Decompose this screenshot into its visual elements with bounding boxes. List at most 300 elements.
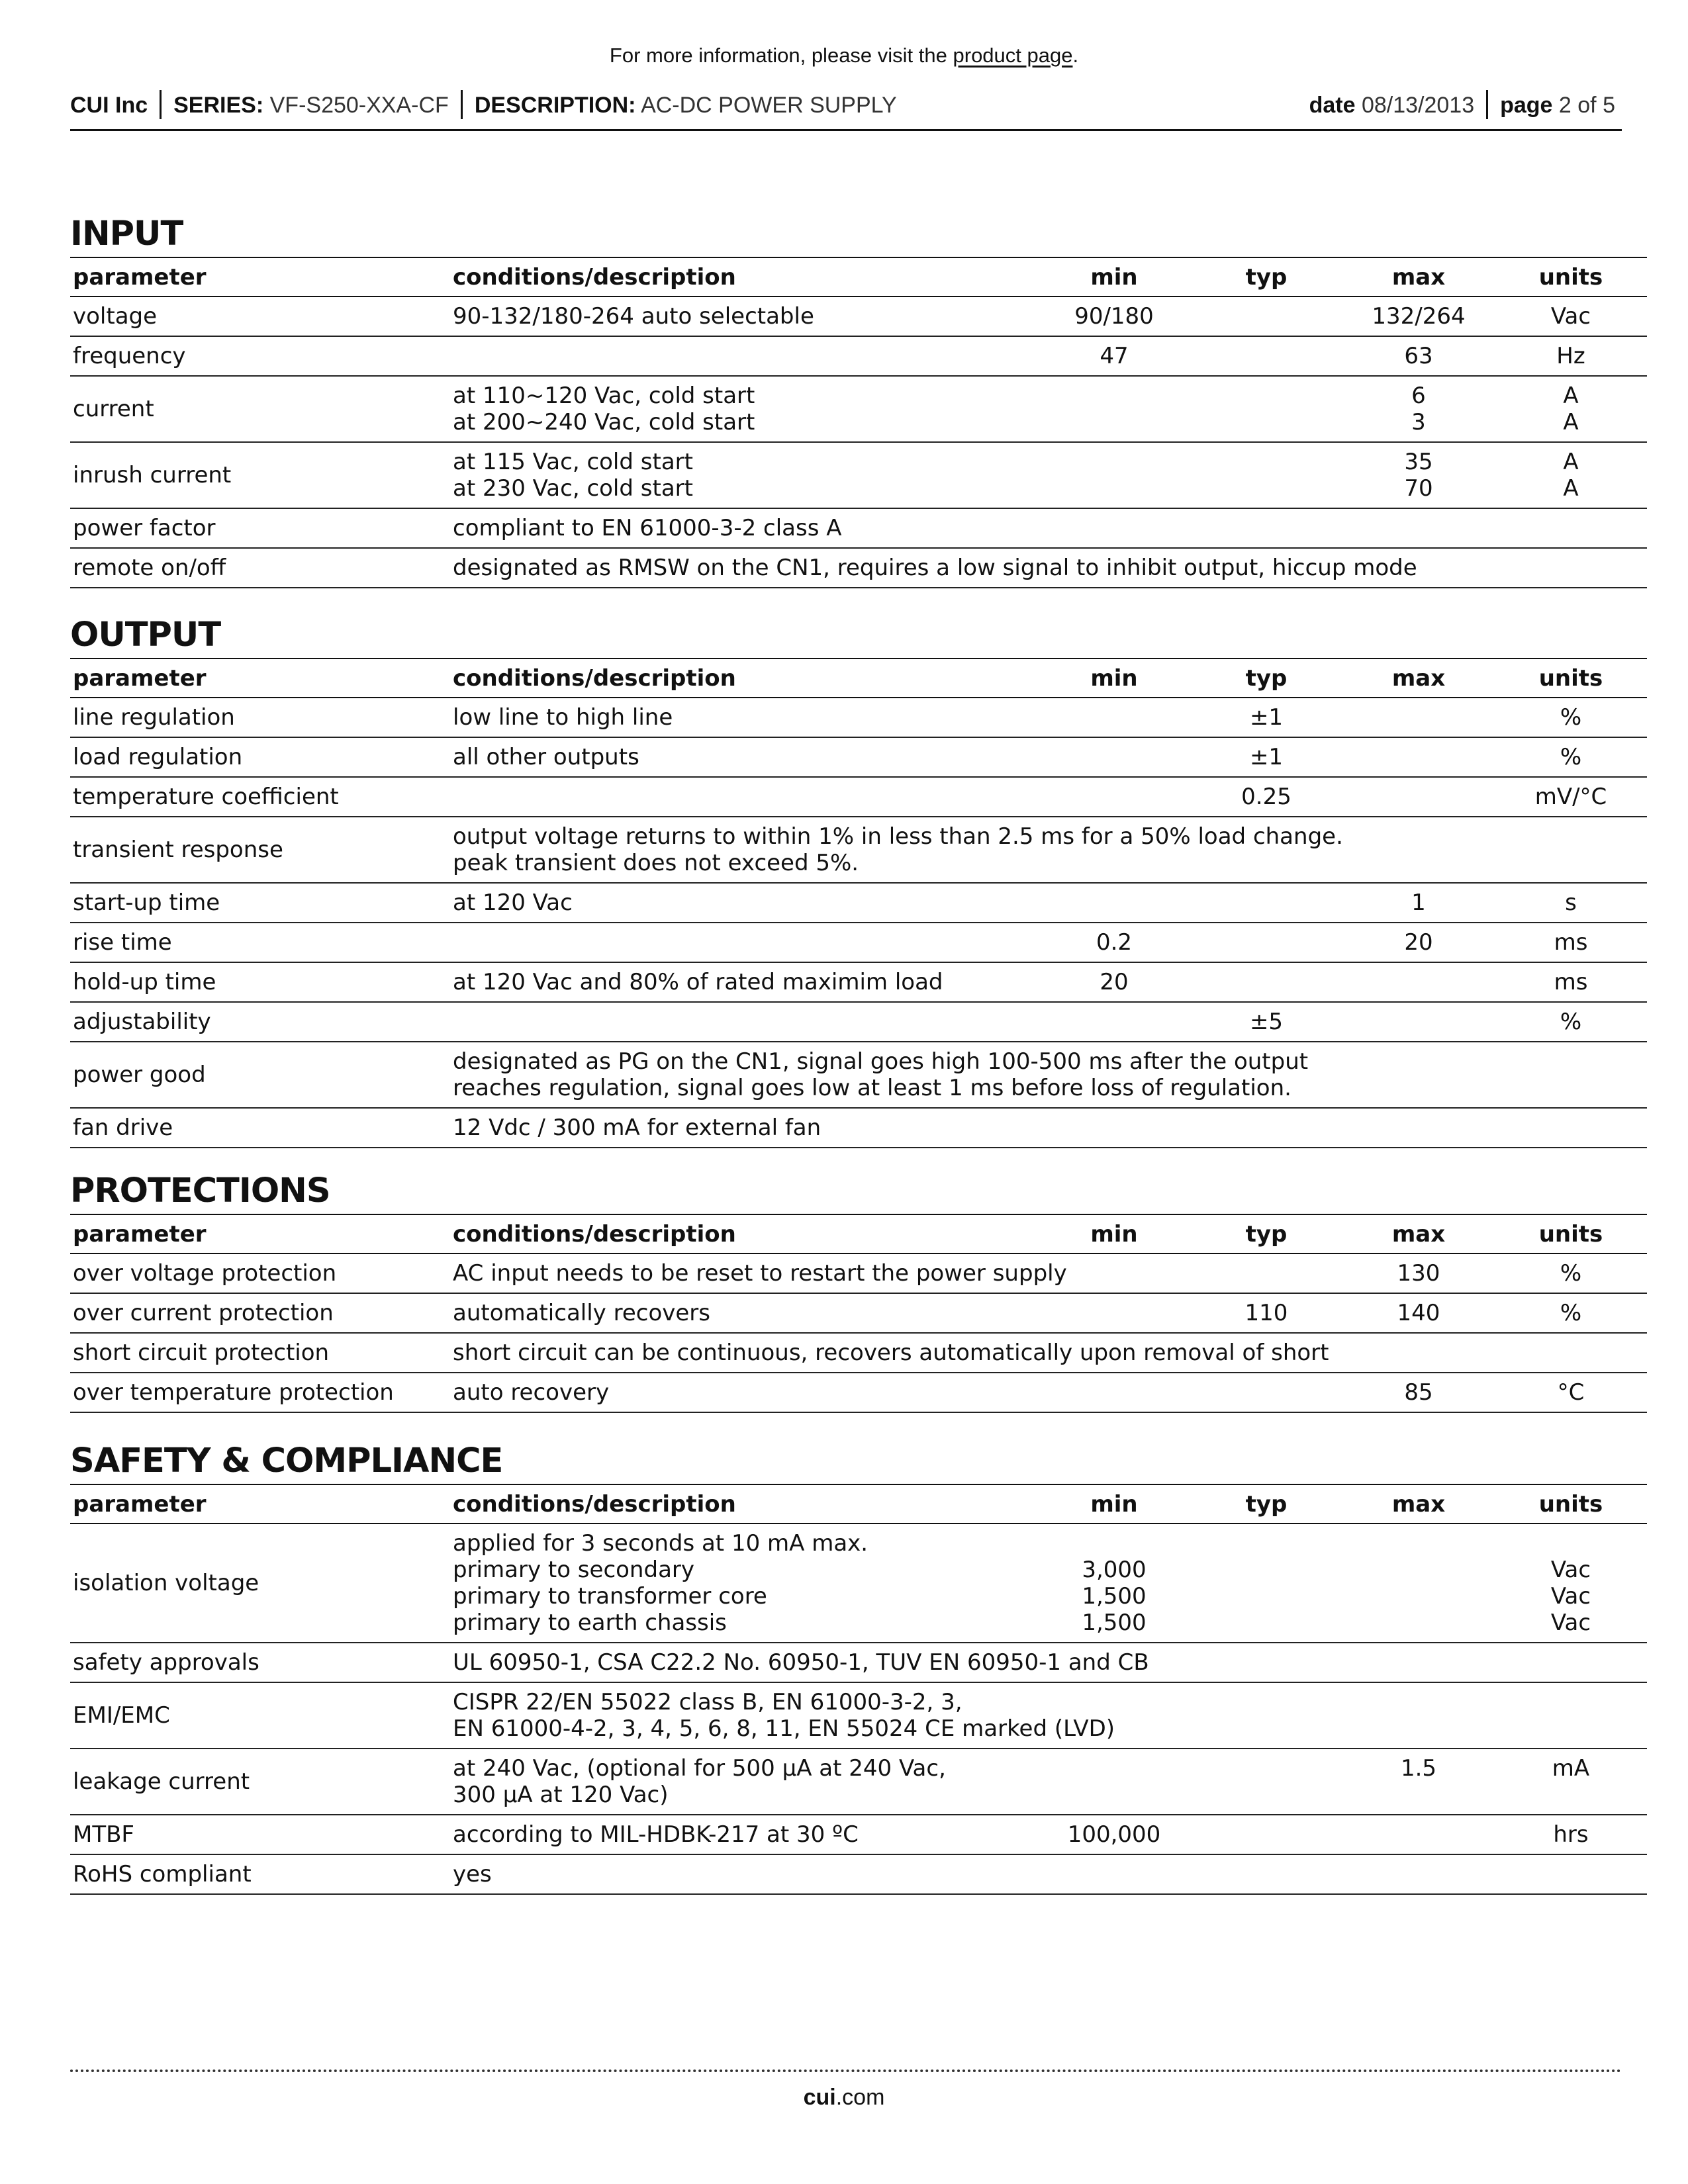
min-cell	[1038, 1815, 1190, 1854]
header-row	[70, 659, 1647, 698]
conditions-cell-line: 90-132/180-264 auto selectable	[453, 303, 814, 330]
conditions-cell-line: automatically recovers	[453, 1300, 710, 1326]
conditions-cell-line: compliant to EN 61000-3-2 class A	[453, 515, 842, 541]
table-header	[70, 1214, 1647, 1253]
table-header	[70, 257, 1647, 296]
footer-dotted-rule	[70, 2070, 1622, 2072]
column-header: parameter	[70, 659, 450, 698]
conditions-cell-line: reaches regulation, signal goes low at least 1 ms before loss of regulation.	[453, 1075, 1291, 1101]
conditions-cell-line: primary to earth chassis	[453, 1610, 727, 1636]
description-value: AC-DC POWER SUPPLY	[641, 93, 897, 118]
column-header: min	[1038, 1214, 1190, 1253]
max-cell	[1342, 883, 1495, 923]
notice-end: .	[1072, 44, 1079, 67]
page-value: 2 of 5	[1558, 93, 1615, 118]
units-cell	[1495, 777, 1647, 817]
section-title: SAFETY & COMPLIANCE	[70, 1441, 503, 1480]
table-row	[70, 777, 1647, 817]
max-cell	[1342, 1749, 1495, 1815]
max-cell	[1342, 1293, 1495, 1333]
min-cell	[1038, 1373, 1190, 1412]
max-cell	[1342, 1682, 1495, 1749]
column-header: typ	[1190, 257, 1342, 296]
parameter-cell: isolation voltage	[70, 1524, 450, 1643]
units-cell-line: °C	[1557, 1379, 1585, 1406]
typ-cell-line: ±1	[1249, 704, 1284, 731]
table-row	[70, 1524, 1647, 1643]
conditions-cell-line: yes	[453, 1861, 492, 1888]
max-cell	[1342, 737, 1495, 777]
table-row	[70, 1643, 1647, 1682]
units-cell	[1495, 1253, 1647, 1293]
max-cell-line: 85	[1404, 1379, 1433, 1406]
max-cell-line: 20	[1404, 929, 1433, 956]
units-cell	[1495, 883, 1647, 923]
max-cell	[1342, 1108, 1495, 1148]
conditions-cell-line: short circuit can be continuous, recovers automatically upon removal of short	[453, 1340, 1329, 1366]
conditions-cell	[450, 376, 1038, 442]
units-cell	[1495, 508, 1647, 548]
conditions-cell-line: according to MIL-HDBK-217 at 30 ºC	[453, 1821, 859, 1848]
conditions-cell-line: designated as RMSW on the CN1, requires a low signal to inhibit output, hiccup mode	[453, 555, 1417, 581]
table-row	[70, 1682, 1647, 1749]
table-row	[70, 1002, 1647, 1042]
conditions-cell-line: primary to secondary	[453, 1557, 695, 1583]
typ-cell	[1190, 376, 1342, 442]
min-cell	[1038, 1854, 1190, 1894]
conditions-cell-line: all other outputs	[453, 744, 639, 770]
min-cell	[1038, 1524, 1190, 1643]
parameter-cell: voltage	[70, 296, 450, 336]
typ-cell	[1190, 1643, 1342, 1682]
table-row	[70, 508, 1647, 548]
units-cell	[1495, 442, 1647, 508]
units-cell-line	[1497, 1530, 1644, 1557]
min-cell	[1038, 698, 1190, 737]
parameter-cell: hold-up time	[70, 962, 450, 1002]
table-body	[70, 1253, 1647, 1412]
header-rule	[70, 129, 1622, 131]
header-divider	[1486, 90, 1488, 119]
column-header: min	[1038, 659, 1190, 698]
parameter-cell: load regulation	[70, 737, 450, 777]
units-cell-line: hrs	[1553, 1821, 1589, 1848]
max-cell-line	[1345, 1782, 1492, 1808]
units-cell-line: %	[1560, 704, 1582, 731]
conditions-cell	[450, 923, 1038, 962]
max-cell-line: 140	[1397, 1300, 1440, 1326]
units-cell-line: %	[1560, 1260, 1582, 1287]
table-row	[70, 1108, 1647, 1148]
header-right	[1309, 90, 1615, 119]
units-cell-line: ms	[1554, 929, 1588, 956]
min-cell	[1038, 1293, 1190, 1333]
header-left	[70, 90, 897, 119]
conditions-cell-line: at 240 Vac, (optional for 500 μA at 240 Vac,	[453, 1755, 946, 1782]
min-cell	[1038, 1002, 1190, 1042]
typ-cell	[1190, 296, 1342, 336]
conditions-cell-line: applied for 3 seconds at 10 mA max.	[453, 1530, 868, 1557]
conditions-cell-line: auto recovery	[453, 1379, 610, 1406]
table-row	[70, 1854, 1647, 1894]
column-header: max	[1342, 1214, 1495, 1253]
parameter-cell: temperature coefficient	[70, 777, 450, 817]
max-cell	[1342, 962, 1495, 1002]
header-divider	[461, 90, 463, 119]
conditions-cell-line: 300 μA at 120 Vac)	[453, 1782, 669, 1808]
header-row	[70, 1214, 1647, 1253]
max-cell-line: 3	[1411, 409, 1426, 435]
max-cell-line: 1.5	[1400, 1755, 1437, 1782]
parameter-cell: over temperature protection	[70, 1373, 450, 1412]
conditions-cell-line: CISPR 22/EN 55022 class B, EN 61000-3-2, 3,	[453, 1689, 962, 1715]
footer-domain: .com	[835, 2085, 885, 2110]
units-cell	[1495, 376, 1647, 442]
product-page-link[interactable]: product page	[953, 44, 1073, 67]
max-cell-line: 70	[1404, 475, 1433, 502]
units-cell-line: Vac	[1550, 1610, 1591, 1636]
conditions-cell	[450, 296, 1038, 336]
max-cell	[1342, 1524, 1495, 1643]
parameter-cell: frequency	[70, 336, 450, 376]
units-cell-line: ms	[1554, 969, 1588, 995]
typ-cell	[1190, 1854, 1342, 1894]
units-cell-line: Hz	[1556, 343, 1585, 369]
max-cell-line: 130	[1397, 1260, 1440, 1287]
max-cell	[1342, 1854, 1495, 1894]
column-header: min	[1038, 257, 1190, 296]
conditions-cell-line: low line to high line	[453, 704, 673, 731]
conditions-cell	[450, 698, 1038, 737]
max-cell	[1342, 508, 1495, 548]
protections-section	[70, 1170, 1622, 1413]
max-cell-line: 63	[1404, 343, 1433, 369]
date-value: 08/13/2013	[1361, 93, 1475, 118]
parameter-cell: power factor	[70, 508, 450, 548]
column-header: typ	[1190, 659, 1342, 698]
table-row	[70, 1373, 1647, 1412]
conditions-cell-line: at 230 Vac, cold start	[453, 475, 693, 502]
max-cell	[1342, 1002, 1495, 1042]
table-row	[70, 962, 1647, 1002]
column-header: conditions/description	[450, 257, 1038, 296]
min-cell-line: 0.2	[1096, 929, 1133, 956]
conditions-cell-line: at 120 Vac	[453, 889, 573, 916]
min-cell-line: 1,500	[1082, 1583, 1147, 1610]
units-cell-line: Vac	[1550, 303, 1591, 330]
column-header: typ	[1190, 1214, 1342, 1253]
typ-cell	[1190, 1682, 1342, 1749]
conditions-cell	[450, 1749, 1038, 1815]
section-title: INPUT	[70, 214, 183, 253]
parameter-cell: transient response	[70, 817, 450, 883]
conditions-cell	[450, 1042, 1647, 1108]
units-cell	[1495, 1815, 1647, 1854]
typ-cell-line: 110	[1244, 1300, 1288, 1326]
min-cell	[1038, 923, 1190, 962]
conditions-cell	[450, 817, 1647, 883]
units-cell	[1495, 737, 1647, 777]
min-cell	[1038, 777, 1190, 817]
conditions-cell-line: EN 61000-4-2, 3, 4, 5, 6, 8, 11, EN 55024 CE marked (LVD)	[453, 1715, 1115, 1742]
min-cell	[1038, 1108, 1190, 1148]
table-body	[70, 698, 1647, 1148]
product-info-notice	[0, 44, 1688, 68]
conditions-cell	[450, 1253, 1067, 1293]
units-cell	[1495, 336, 1647, 376]
column-header: typ	[1190, 1484, 1342, 1524]
safety-spec-table	[70, 1484, 1647, 1895]
parameter-cell: over voltage protection	[70, 1253, 450, 1293]
parameter-cell: power good	[70, 1042, 450, 1108]
table-row	[70, 883, 1647, 923]
conditions-cell	[450, 1854, 1038, 1894]
table-header	[70, 659, 1647, 698]
parameter-cell: MTBF	[70, 1815, 450, 1854]
typ-cell	[1190, 1293, 1342, 1333]
footer-brand: cui	[803, 2085, 836, 2110]
units-cell	[1495, 1524, 1647, 1643]
min-cell-line: 3,000	[1082, 1557, 1147, 1583]
parameter-cell: leakage current	[70, 1749, 450, 1815]
conditions-cell	[450, 1682, 1115, 1749]
max-cell	[1342, 777, 1495, 817]
table-row	[70, 698, 1647, 737]
footer	[0, 2085, 1688, 2111]
column-header: parameter	[70, 1484, 450, 1524]
min-cell	[1038, 336, 1190, 376]
column-header: units	[1495, 257, 1647, 296]
parameter-cell: RoHS compliant	[70, 1854, 450, 1894]
output-section	[70, 614, 1622, 1148]
max-cell	[1342, 1373, 1495, 1412]
parameter-cell: fan drive	[70, 1108, 450, 1148]
min-cell-line	[1041, 1530, 1188, 1557]
description-label: DESCRIPTION:	[474, 93, 636, 118]
table-row	[70, 737, 1647, 777]
parameter-cell: start-up time	[70, 883, 450, 923]
units-cell-line: %	[1560, 1009, 1582, 1035]
conditions-cell	[450, 962, 1038, 1002]
typ-cell	[1190, 923, 1342, 962]
parameter-cell: over current protection	[70, 1293, 450, 1333]
units-cell-line: %	[1560, 744, 1582, 770]
units-cell-line: s	[1565, 889, 1577, 916]
input-section	[70, 213, 1622, 588]
table-row	[70, 1749, 1647, 1815]
units-cell-line: %	[1560, 1300, 1582, 1326]
column-header: parameter	[70, 1214, 450, 1253]
column-header: conditions/description	[450, 659, 1038, 698]
section-title: OUTPUT	[70, 615, 221, 655]
document-header	[70, 86, 1622, 126]
conditions-cell-line: designated as PG on the CN1, signal goes high 100-500 ms after the output	[453, 1048, 1309, 1075]
parameter-cell: safety approvals	[70, 1643, 450, 1682]
column-header: parameter	[70, 257, 450, 296]
section-title: PROTECTIONS	[70, 1171, 330, 1210]
max-cell	[1342, 442, 1495, 508]
conditions-cell-line: peak transient does not exceed 5%.	[453, 850, 859, 876]
conditions-cell	[450, 883, 1038, 923]
header-row	[70, 1484, 1647, 1524]
min-cell	[1038, 737, 1190, 777]
table-row	[70, 376, 1647, 442]
min-cell	[1038, 442, 1190, 508]
typ-cell-line: ±5	[1249, 1009, 1284, 1035]
units-cell-line: A	[1563, 409, 1579, 435]
conditions-cell	[450, 336, 1038, 376]
table-row	[70, 336, 1647, 376]
typ-cell	[1190, 1524, 1342, 1643]
input-spec-table	[70, 257, 1647, 588]
table-body	[70, 1524, 1647, 1894]
header-divider	[160, 90, 162, 119]
units-cell-line: A	[1563, 449, 1579, 475]
units-cell-line: Vac	[1550, 1583, 1591, 1610]
min-cell-line: 20	[1100, 969, 1129, 995]
typ-cell-line: 0.25	[1241, 784, 1291, 810]
table-row	[70, 1333, 1647, 1373]
conditions-cell-line: at 110~120 Vac, cold start	[453, 383, 755, 409]
parameter-cell: short circuit protection	[70, 1333, 450, 1373]
conditions-cell	[450, 548, 1647, 588]
min-cell	[1038, 508, 1190, 548]
parameter-cell: rise time	[70, 923, 450, 962]
notice-text: For more information, please visit the	[609, 44, 953, 67]
page-label: page	[1500, 93, 1553, 118]
typ-cell	[1190, 508, 1342, 548]
min-cell	[1038, 296, 1190, 336]
protections-spec-table	[70, 1214, 1647, 1413]
units-cell-line: Vac	[1550, 1557, 1591, 1583]
table-header	[70, 1484, 1647, 1524]
units-cell	[1495, 1682, 1647, 1749]
max-cell-line: 35	[1404, 449, 1433, 475]
min-cell-line: 47	[1100, 343, 1129, 369]
typ-cell-line: ±1	[1249, 744, 1284, 770]
column-header: max	[1342, 257, 1495, 296]
typ-cell	[1190, 883, 1342, 923]
conditions-cell-line: AC input needs to be reset to restart the power supply	[453, 1260, 1067, 1287]
typ-cell	[1190, 1815, 1342, 1854]
typ-cell	[1190, 737, 1342, 777]
conditions-cell-line: at 115 Vac, cold start	[453, 449, 693, 475]
typ-cell	[1190, 336, 1342, 376]
conditions-cell-line: output voltage returns to within 1% in less than 2.5 ms for a 50% load change.	[453, 823, 1343, 850]
parameter-cell: remote on/off	[70, 548, 450, 588]
header-row	[70, 257, 1647, 296]
conditions-cell	[450, 1815, 1038, 1854]
company-name: CUI Inc	[70, 93, 148, 118]
max-cell	[1342, 1815, 1495, 1854]
conditions-cell-line: UL 60950-1, CSA C22.2 No. 60950-1, TUV EN 60950-1 and CB	[453, 1649, 1149, 1676]
column-header: min	[1038, 1484, 1190, 1524]
typ-cell	[1190, 1108, 1342, 1148]
units-cell	[1495, 1643, 1647, 1682]
units-cell	[1495, 1002, 1647, 1042]
min-cell-line: 90/180	[1074, 303, 1154, 330]
safety-compliance-section	[70, 1440, 1622, 1895]
units-cell	[1495, 1293, 1647, 1333]
min-cell	[1038, 376, 1190, 442]
column-header: units	[1495, 659, 1647, 698]
conditions-cell-line: at 200~240 Vac, cold start	[453, 409, 755, 435]
conditions-cell-line: at 120 Vac and 80% of rated maximim load	[453, 969, 943, 995]
table-body	[70, 296, 1647, 588]
units-cell	[1495, 962, 1647, 1002]
column-header: max	[1342, 659, 1495, 698]
units-cell-line	[1497, 1782, 1644, 1808]
conditions-cell-line: primary to transformer core	[453, 1583, 767, 1610]
date-label: date	[1309, 93, 1356, 118]
column-header: conditions/description	[450, 1484, 1038, 1524]
table-row	[70, 923, 1647, 962]
units-cell	[1495, 1108, 1647, 1148]
table-row	[70, 1293, 1647, 1333]
units-cell	[1495, 698, 1647, 737]
parameter-cell: inrush current	[70, 442, 450, 508]
conditions-cell	[450, 777, 1038, 817]
conditions-cell	[450, 1333, 1647, 1373]
conditions-cell-line: 12 Vdc / 300 mA for external fan	[453, 1115, 821, 1141]
min-cell-line: 1,500	[1082, 1610, 1147, 1636]
max-cell	[1342, 698, 1495, 737]
min-cell	[1038, 883, 1190, 923]
table-row	[70, 1815, 1647, 1854]
series-label: SERIES:	[173, 93, 264, 118]
units-cell	[1495, 1749, 1647, 1815]
table-row	[70, 1253, 1647, 1293]
conditions-cell	[450, 1002, 1038, 1042]
units-cell-line: A	[1563, 383, 1579, 409]
units-cell-line: mA	[1552, 1755, 1590, 1782]
units-cell-line: A	[1563, 475, 1579, 502]
typ-cell	[1190, 1002, 1342, 1042]
table-row	[70, 548, 1647, 588]
column-header: units	[1495, 1214, 1647, 1253]
table-row	[70, 817, 1647, 883]
parameter-cell: EMI/EMC	[70, 1682, 450, 1749]
max-cell-line: 132/264	[1372, 303, 1466, 330]
conditions-cell	[450, 1293, 1038, 1333]
table-row	[70, 442, 1647, 508]
output-spec-table	[70, 658, 1647, 1148]
max-cell	[1342, 1253, 1495, 1293]
max-cell-line: 6	[1411, 383, 1426, 409]
conditions-cell	[450, 508, 1038, 548]
conditions-cell	[450, 737, 1038, 777]
typ-cell	[1190, 777, 1342, 817]
units-cell	[1495, 1373, 1647, 1412]
min-cell	[1038, 1749, 1190, 1815]
conditions-cell	[450, 1373, 1038, 1412]
units-cell	[1495, 923, 1647, 962]
conditions-cell	[450, 1108, 1038, 1148]
max-cell	[1342, 336, 1495, 376]
min-cell	[1038, 962, 1190, 1002]
typ-cell	[1190, 1749, 1342, 1815]
units-cell	[1495, 296, 1647, 336]
units-cell	[1495, 1854, 1647, 1894]
column-header: conditions/description	[450, 1214, 1038, 1253]
max-cell	[1342, 376, 1495, 442]
typ-cell	[1190, 1373, 1342, 1412]
typ-cell	[1190, 962, 1342, 1002]
series-value: VF-S250-XXA-CF	[269, 93, 449, 118]
column-header: max	[1342, 1484, 1495, 1524]
typ-cell	[1190, 698, 1342, 737]
column-header: units	[1495, 1484, 1647, 1524]
